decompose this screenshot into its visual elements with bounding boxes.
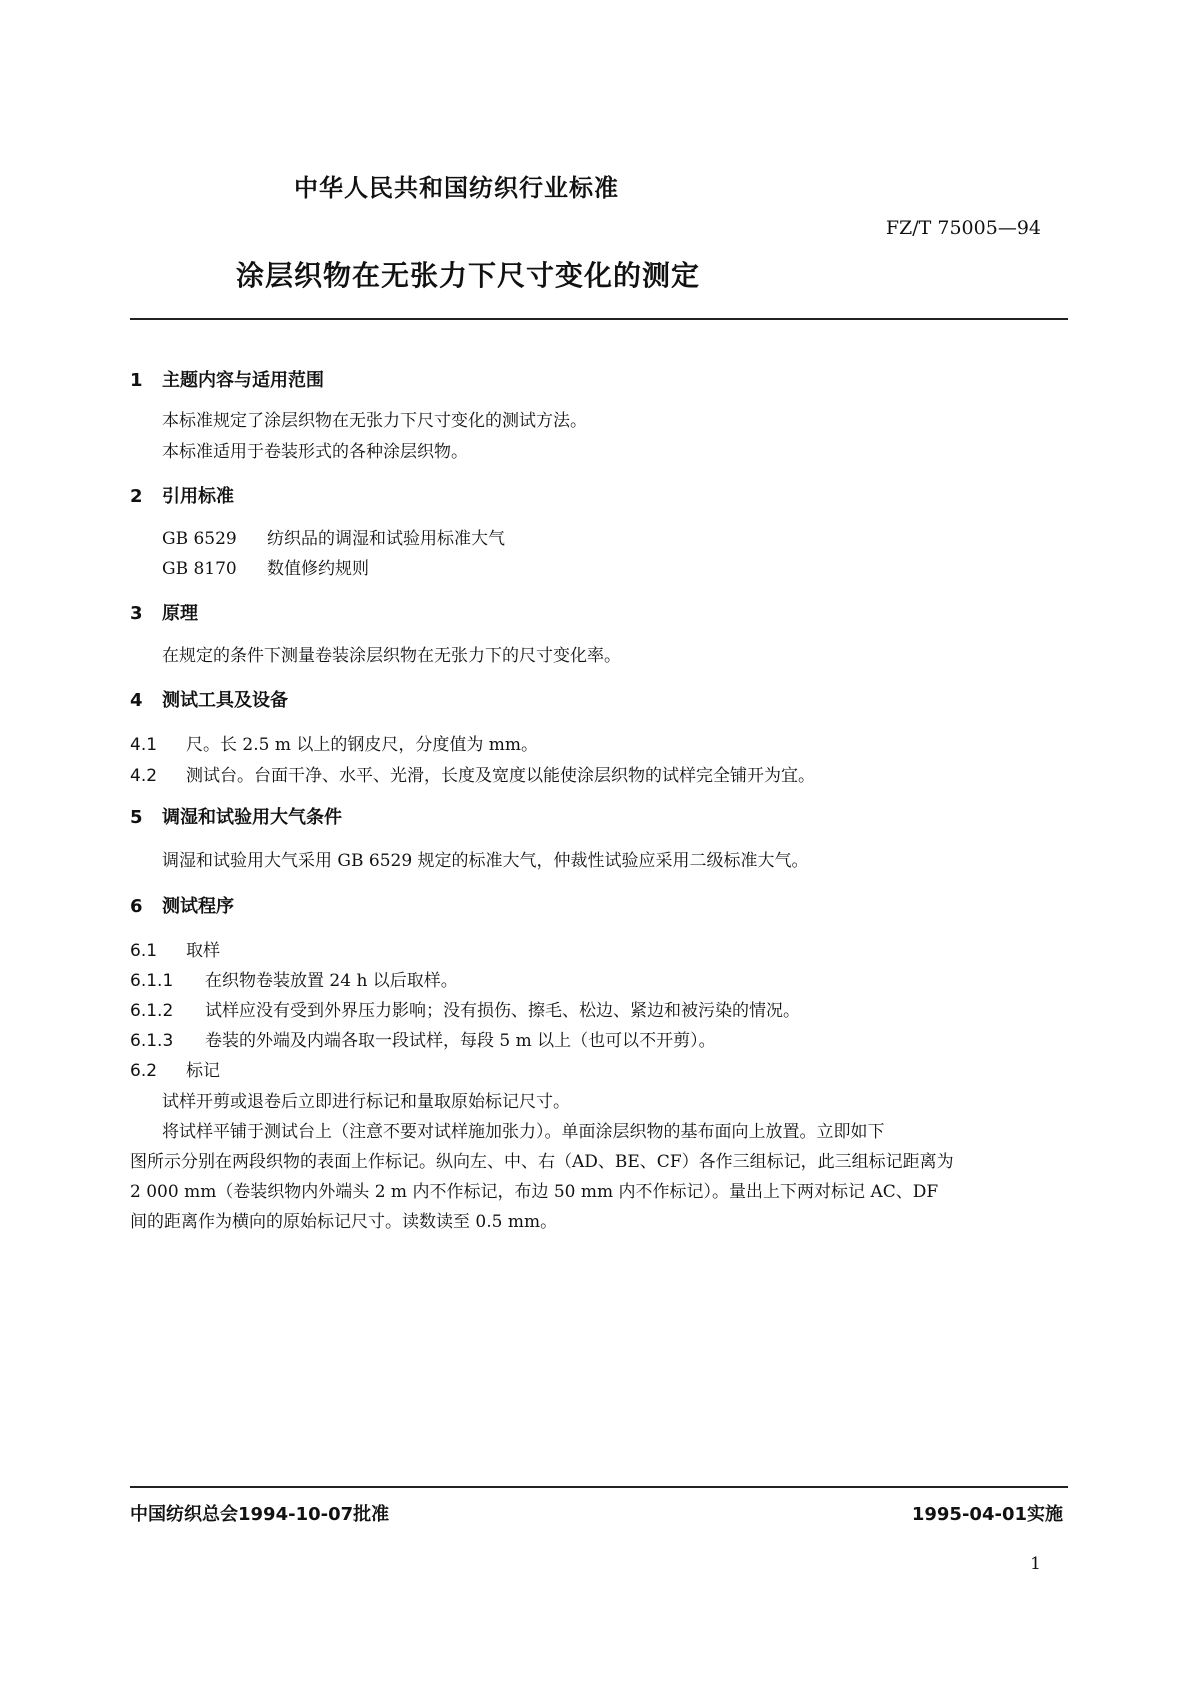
reference-code: GB 6529 [162, 529, 237, 549]
reference-item [162, 524, 505, 549]
clause-6-1-1 [130, 966, 458, 991]
clause-number: 4.1 [130, 735, 158, 755]
section-3-heading [130, 599, 198, 625]
section-2-heading [130, 482, 234, 508]
section-4-heading [130, 686, 288, 712]
clause-4-2 [130, 761, 815, 786]
reference-name: 纺织品的调湿和试验用标准大气 [267, 529, 505, 549]
section-number: 5 [130, 807, 143, 828]
reference-item [162, 554, 369, 579]
section-number: 1 [130, 370, 143, 391]
effective-date: 1995-04-01实施 [911, 1504, 1063, 1525]
paragraph: 将试样平铺于测试台上（注意不要对试样施加张力）。单面涂层织物的基布面向上放置。立即如下 [162, 1122, 885, 1142]
clause-6-1-3 [130, 1026, 716, 1051]
clause-6-1 [130, 936, 220, 961]
clause-number: 6.1.2 [130, 1001, 174, 1021]
paragraph: 本标准规定了涂层织物在无张力下尺寸变化的测试方法。 [162, 411, 587, 431]
section-title: 调湿和试验用大气条件 [162, 807, 342, 828]
publisher-title: 中华人民共和国纺织行业标准 [294, 174, 619, 202]
page-number: 1 [1030, 1554, 1041, 1574]
clause-text: 卷装的外端及内端各取一段试样，每段 5 m 以上（也可以不开剪）。 [205, 1031, 716, 1051]
approval-date: 中国纺织总会1994-10-07批准 [130, 1504, 390, 1525]
section-title: 主题内容与适用范围 [162, 370, 324, 391]
paragraph: 在规定的条件下测量卷装涂层织物在无张力下的尺寸变化率。 [162, 646, 621, 666]
paragraph: 试样开剪或退卷后立即进行标记和量取原始标记尺寸。 [162, 1092, 570, 1112]
clause-number: 6.1.1 [130, 971, 174, 991]
clause-text: 测试台。台面干净、水平、光滑，长度及宽度以能使涂层织物的试样完全铺开为宜。 [186, 766, 815, 786]
clause-6-1-2 [130, 996, 800, 1021]
section-5-heading [130, 803, 342, 829]
section-title: 测试工具及设备 [162, 690, 288, 711]
clause-text: 标记 [186, 1061, 220, 1081]
section-title: 测试程序 [162, 896, 234, 917]
section-title: 原理 [162, 603, 198, 624]
clause-number: 6.2 [130, 1061, 158, 1081]
reference-code: GB 8170 [162, 559, 237, 579]
clause-number: 6.1.3 [130, 1031, 174, 1051]
paragraph: 图所示分别在两段织物的表面上作标记。纵向左、中、右（AD、BE、CF）各作三组标记，此三组标记距离为 [130, 1152, 954, 1172]
footer-divider [130, 1486, 1068, 1488]
section-1-heading [130, 366, 324, 392]
paragraph: 2 000 mm（卷装织物内外端头 2 m 内不作标记，布边 50 mm 内不作标记）。量出上下两对标记 AC、DF [130, 1182, 939, 1202]
clause-number: 4.2 [130, 766, 158, 786]
clause-text: 在织物卷装放置 24 h 以后取样。 [205, 971, 458, 991]
clause-4-1 [130, 730, 538, 755]
section-number: 4 [130, 690, 143, 711]
paragraph: 间的距离作为横向的原始标记尺寸。读数读至 0.5 mm。 [130, 1212, 558, 1232]
header-divider [130, 318, 1068, 320]
section-number: 3 [130, 603, 143, 624]
clause-number: 6.1 [130, 941, 158, 961]
section-number: 6 [130, 896, 143, 917]
paragraph: 调湿和试验用大气采用 GB 6529 规定的标准大气，仲裁性试验应采用二级标准大气。 [162, 851, 809, 871]
reference-name: 数值修约规则 [267, 559, 369, 579]
clause-6-2 [130, 1056, 220, 1081]
section-number: 2 [130, 486, 143, 507]
standard-code: FZ/T 75005—94 [885, 217, 1041, 239]
document-title: 涂层织物在无张力下尺寸变化的测定 [236, 259, 701, 292]
clause-text: 试样应没有受到外界压力影响；没有损伤、擦毛、松边、紧边和被污染的情况。 [205, 1001, 800, 1021]
section-title: 引用标准 [162, 486, 234, 507]
clause-text: 尺。长 2.5 m 以上的钢皮尺，分度值为 mm。 [186, 735, 539, 755]
section-6-heading [130, 892, 234, 918]
paragraph: 本标准适用于卷装形式的各种涂层织物。 [162, 442, 468, 462]
clause-text: 取样 [186, 941, 220, 961]
